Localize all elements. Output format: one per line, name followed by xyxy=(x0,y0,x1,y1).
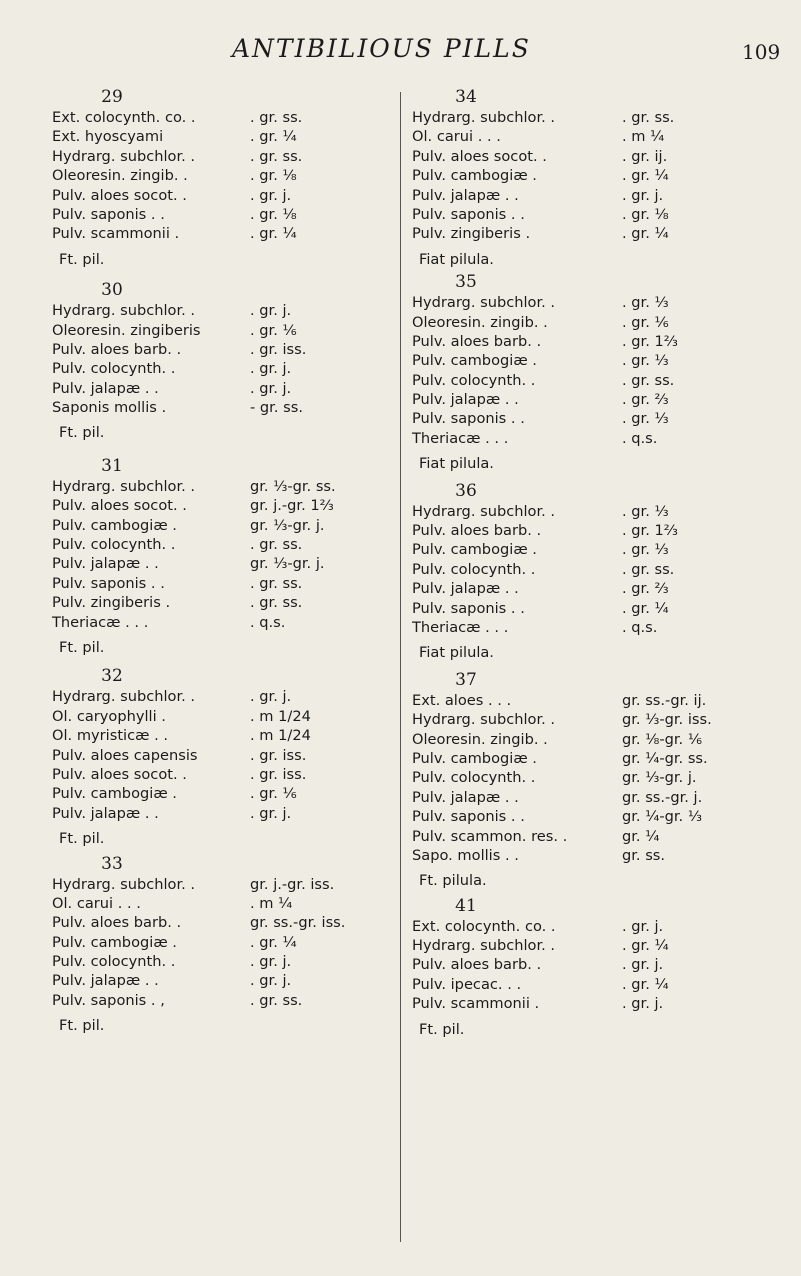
ingredient-dose: . gr. ⅔ xyxy=(622,580,669,598)
ingredient-line xyxy=(52,726,392,745)
ingredient-dose: gr. ¼-gr. ⅓ xyxy=(622,808,702,826)
ingredient-name: Pulv. colocynth. . xyxy=(52,536,176,554)
ingredient-line xyxy=(412,313,782,332)
ingredient-name: Pulv. aloes barb. . xyxy=(52,340,182,358)
ingredient-line xyxy=(412,827,782,846)
ingredient-line xyxy=(52,784,392,803)
ingredient-line xyxy=(52,516,392,535)
page-number: 109 xyxy=(742,40,781,64)
ingredient-name: Hydrarg. subchlor. . xyxy=(52,302,196,320)
ingredient-dose: . gr. ¼ xyxy=(250,225,297,243)
ingredient-name: Pulv. aloes socot. . xyxy=(412,147,547,165)
ingredient-line xyxy=(52,952,392,971)
ingredient-line xyxy=(52,496,392,515)
ingredient-dose: . gr. ¼ xyxy=(622,225,669,243)
ingredient-dose: . gr. ⅛ xyxy=(250,167,297,185)
ingredient-dose: . gr. ⅓ xyxy=(622,294,669,312)
ingredient-line xyxy=(52,971,392,990)
recipe-35 xyxy=(412,271,782,474)
ingredient-dose: . gr. j. xyxy=(250,360,292,378)
ingredient-name: Saponis mollis . xyxy=(52,399,167,417)
ingredient-line xyxy=(52,398,392,417)
ingredient-dose: . gr. ¼ xyxy=(622,167,669,185)
ingredient-line xyxy=(52,554,392,573)
ingredient-line xyxy=(52,613,392,632)
ingredient-name: Pulv. saponis . , xyxy=(52,991,165,1009)
ingredient-line xyxy=(412,127,782,146)
ingredient-dose: gr. ss.-gr. ij. xyxy=(622,691,707,709)
ingredient-line xyxy=(52,166,392,185)
ingredient-line xyxy=(412,599,782,618)
ingredient-dose: gr. ss. xyxy=(622,846,666,864)
ingredient-line xyxy=(412,579,782,598)
ingredient-name: Pulv. saponis . . xyxy=(52,574,165,592)
ingredient-line xyxy=(412,749,782,768)
ingredient-line xyxy=(52,746,392,765)
ingredient-line xyxy=(412,618,782,637)
ingredient-dose: gr. ⅓-gr. j. xyxy=(250,516,325,534)
ingredient-line xyxy=(412,409,782,428)
ingredient-dose: . gr. ss. xyxy=(250,147,303,165)
ingredient-name: Ol. carui . . . xyxy=(412,128,501,146)
ingredient-dose: . m ¼ xyxy=(622,128,665,146)
ingredient-name: Pulv. cambogiæ . xyxy=(52,516,177,534)
ingredient-line xyxy=(412,390,782,409)
ingredient-line xyxy=(412,108,782,127)
ingredient-name: Ol. myristicæ . . xyxy=(52,727,169,745)
ingredient-name: Pulv. cambogiæ . xyxy=(52,933,177,951)
ingredient-line xyxy=(412,691,782,710)
recipe-37 xyxy=(412,669,782,891)
recipe-direction: Ft. pilula. xyxy=(419,872,487,890)
ingredient-dose: - gr. ss. xyxy=(250,399,303,417)
recipe-direction: Ft. pil. xyxy=(59,830,105,848)
running-head: ANTIBILIOUS PILLS xyxy=(232,34,531,63)
recipe-direction: Ft. pil. xyxy=(59,1017,105,1035)
ingredient-name: Pulv. zingiberis . xyxy=(412,225,531,243)
ingredient-line xyxy=(412,768,782,787)
ingredient-dose: . gr. ¼ xyxy=(250,933,297,951)
recipe-direction: Fiat pilula. xyxy=(419,455,494,473)
ingredient-name: Pulv. colocynth. . xyxy=(412,769,536,787)
ingredient-line xyxy=(52,687,392,706)
ingredient-line xyxy=(52,477,392,496)
ingredient-dose: . gr. iss. xyxy=(250,746,307,764)
ingredient-name: Pulv. ipecac. . . xyxy=(412,975,522,993)
ingredient-line xyxy=(52,224,392,243)
ingredient-dose: gr. ⅛-gr. ⅙ xyxy=(622,730,702,748)
ingredient-name: Pulv. jalapæ . . xyxy=(52,379,159,397)
ingredient-dose: . gr. j. xyxy=(622,956,664,974)
recipe-direction: Ft. pil. xyxy=(419,1020,465,1038)
ingredient-line xyxy=(412,205,782,224)
ingredient-dose: . gr. j. xyxy=(250,186,292,204)
ingredient-name: Pulv. zingiberis . xyxy=(52,594,171,612)
ingredient-line xyxy=(52,707,392,726)
ingredient-dose: . gr. ⅓ xyxy=(622,541,669,559)
ingredient-line xyxy=(412,730,782,749)
ingredient-name: Pulv. cambogiæ . xyxy=(412,541,537,559)
ingredient-dose: . gr. ¼ xyxy=(622,937,669,955)
ingredient-dose: . gr. iss. xyxy=(250,765,307,783)
recipe-number: 31 xyxy=(101,455,123,476)
ingredient-name: Pulv. jalapæ . . xyxy=(52,972,159,990)
ingredient-name: Pulv. aloes barb. . xyxy=(412,522,542,540)
ingredient-name: Pulv. saponis . . xyxy=(412,410,525,428)
ingredient-dose: . gr. j. xyxy=(622,995,664,1013)
recipe-number: 34 xyxy=(455,87,477,107)
ingredient-dose: . gr. j. xyxy=(250,688,292,706)
ingredient-name: Pulv. aloes socot. . xyxy=(52,765,187,783)
ingredient-dose: . gr. ¼ xyxy=(250,128,297,146)
recipe-41 xyxy=(412,895,782,1039)
ingredient-name: Pulv. colocynth. . xyxy=(52,953,176,971)
ingredient-dose: . gr. ss. xyxy=(250,991,303,1009)
ingredient-line xyxy=(412,710,782,729)
ingredient-name: Pulv. saponis . . xyxy=(412,599,525,617)
ingredient-name: Oleoresin. zingib. . xyxy=(412,313,548,331)
ingredient-line xyxy=(52,933,392,952)
ingredient-name: Pulv. aloes barb. . xyxy=(52,914,182,932)
ingredient-dose: . gr. ss. xyxy=(622,560,675,578)
ingredient-dose: gr. ss.-gr. iss. xyxy=(250,914,346,932)
ingredient-dose: . gr. ¼ xyxy=(622,975,669,993)
ingredient-dose: . gr. ⅓ xyxy=(622,352,669,370)
ingredient-dose: . gr. j. xyxy=(250,379,292,397)
recipe-number: 41 xyxy=(455,895,477,916)
ingredient-line xyxy=(412,560,782,579)
ingredient-dose: . gr. j. xyxy=(250,804,292,822)
ingredient-line xyxy=(52,321,392,340)
ingredient-name: Theriacæ . . . xyxy=(412,429,509,447)
ingredient-name: Oleoresin. zingiberis xyxy=(52,321,201,339)
ingredient-name: Ol. carui . . . xyxy=(52,894,141,912)
left-column xyxy=(52,86,392,1036)
ingredient-line xyxy=(412,502,782,521)
ingredient-name: Pulv. scammonii . xyxy=(52,225,180,243)
ingredient-name: Hydrarg. subchlor. . xyxy=(52,688,196,706)
recipe-direction: Ft. pil. xyxy=(59,250,105,268)
ingredient-dose: . gr. j. xyxy=(250,953,292,971)
ingredient-line xyxy=(52,593,392,612)
ingredient-line xyxy=(52,340,392,359)
ingredient-line xyxy=(412,521,782,540)
ingredient-line xyxy=(412,846,782,865)
ingredient-name: Pulv. jalapæ . . xyxy=(412,580,519,598)
ingredient-name: Pulv. jalapæ . . xyxy=(52,804,159,822)
ingredient-dose: . m ¼ xyxy=(250,894,293,912)
ingredient-name: Pulv. cambogiæ . xyxy=(412,749,537,767)
ingredient-name: Oleoresin. zingib. . xyxy=(52,167,188,185)
recipe-31 xyxy=(52,455,392,658)
ingredient-dose: gr. ss.-gr. j. xyxy=(622,788,703,806)
ingredient-line xyxy=(52,574,392,593)
ingredient-name: Sapo. mollis . . xyxy=(412,846,519,864)
ingredient-line xyxy=(52,875,392,894)
recipe-direction: Ft. pil. xyxy=(59,638,105,656)
recipe-33 xyxy=(52,853,392,1036)
ingredient-dose: . q.s. xyxy=(250,613,286,631)
ingredient-line xyxy=(412,351,782,370)
ingredient-name: Theriacæ . . . xyxy=(412,618,509,636)
right-column xyxy=(412,86,782,1039)
ingredient-line xyxy=(52,186,392,205)
ingredient-name: Hydrarg. subchlor. . xyxy=(412,294,556,312)
ingredient-line xyxy=(52,379,392,398)
ingredient-name: Pulv. saponis . . xyxy=(412,808,525,826)
ingredient-name: Hydrarg. subchlor. . xyxy=(412,109,556,126)
ingredient-dose: . gr. ss. xyxy=(622,371,675,389)
ingredient-dose: . q.s. xyxy=(622,429,658,447)
ingredient-line xyxy=(412,429,782,448)
ingredient-line xyxy=(52,913,392,932)
ingredient-line xyxy=(412,186,782,205)
ingredient-dose: . m 1/24 xyxy=(250,727,311,745)
ingredient-name: Hydrarg. subchlor. . xyxy=(412,711,556,729)
ingredient-dose: . gr. ⅔ xyxy=(622,391,669,409)
ingredient-name: Pulv. aloes barb. . xyxy=(412,956,542,974)
ingredient-dose: gr. j.-gr. iss. xyxy=(250,875,335,893)
recipe-number: 33 xyxy=(101,853,123,874)
ingredient-name: Pulv. scammonii . xyxy=(412,995,540,1013)
recipe-number: 35 xyxy=(455,272,477,293)
recipe-30 xyxy=(52,279,392,443)
ingredient-name: Pulv. cambogiæ . xyxy=(52,785,177,803)
ingredient-dose: . gr. ⅛ xyxy=(250,205,297,223)
ingredient-name: Oleoresin. zingib. . xyxy=(412,730,548,748)
ingredient-name: Pulv. saponis . . xyxy=(412,205,525,223)
ingredient-dose: . gr. ¼ xyxy=(622,599,669,617)
ingredient-dose: . gr. ⅙ xyxy=(250,321,297,339)
ingredient-dose: . gr. j. xyxy=(622,186,664,204)
ingredient-line xyxy=(412,224,782,243)
ingredient-dose: gr. ⅓-gr. j. xyxy=(622,769,697,787)
ingredient-dose: gr. ¼ xyxy=(622,827,660,845)
ingredient-line xyxy=(412,917,782,936)
ingredient-name: Ext. aloes . . . xyxy=(412,691,512,709)
ingredient-name: Ext. colocynth. co. . xyxy=(412,917,556,935)
ingredient-dose: . q.s. xyxy=(622,618,658,636)
ingredient-line xyxy=(52,359,392,378)
column-divider xyxy=(400,92,401,1242)
ingredient-line xyxy=(412,994,782,1013)
ingredient-line xyxy=(412,332,782,351)
ingredient-dose: . gr. 1⅔ xyxy=(622,522,678,540)
ingredient-dose: . gr. ss. xyxy=(250,109,303,126)
ingredient-dose: . gr. ss. xyxy=(250,574,303,592)
ingredient-name: Pulv. jalapæ . . xyxy=(412,186,519,204)
recipe-direction: Fiat pilula. xyxy=(419,644,494,662)
ingredient-name: Pulv. jalapæ . . xyxy=(412,391,519,409)
ingredient-name: Pulv. aloes socot. . xyxy=(52,186,187,204)
ingredient-name: Theriacæ . . . xyxy=(52,613,149,631)
ingredient-dose: . gr. ij. xyxy=(622,147,668,165)
ingredient-name: Pulv. colocynth. . xyxy=(412,371,536,389)
recipe-direction: Fiat pilula. xyxy=(419,250,494,268)
ingredient-dose: . gr. ss. xyxy=(250,594,303,612)
ingredient-line xyxy=(52,147,392,166)
ingredient-line xyxy=(52,804,392,823)
recipe-direction: Ft. pil. xyxy=(59,424,105,442)
ingredient-name: Pulv. jalapæ . . xyxy=(412,788,519,806)
ingredient-line xyxy=(412,975,782,994)
ingredient-name: Hydrarg. subchlor. . xyxy=(412,502,556,520)
ingredient-dose: . gr. iss. xyxy=(250,340,307,358)
ingredient-line xyxy=(52,894,392,913)
recipe-number: 29 xyxy=(101,87,123,107)
recipe-32 xyxy=(52,665,392,848)
ingredient-line xyxy=(52,535,392,554)
recipe-34 xyxy=(412,86,782,269)
ingredient-dose: . gr. ⅓ xyxy=(622,410,669,428)
ingredient-line xyxy=(52,127,392,146)
ingredient-dose: . gr. j. xyxy=(250,302,292,320)
recipe-number: 37 xyxy=(455,669,477,690)
ingredient-name: Ext. colocynth. co. . xyxy=(52,109,196,126)
ingredient-line xyxy=(412,147,782,166)
ingredient-dose: . gr. ⅓ xyxy=(622,502,669,520)
recipe-number: 36 xyxy=(455,480,477,501)
ingredient-line xyxy=(412,807,782,826)
ingredient-line xyxy=(52,991,392,1010)
ingredient-dose: . gr. j. xyxy=(250,972,292,990)
ingredient-name: Pulv. cambogiæ . xyxy=(412,167,537,185)
ingredient-line xyxy=(52,108,392,127)
ingredient-dose: gr. ⅓-gr. ss. xyxy=(250,477,336,495)
recipe-29 xyxy=(52,86,392,269)
ingredient-line xyxy=(52,301,392,320)
ingredient-line xyxy=(52,205,392,224)
recipe-number: 30 xyxy=(101,280,123,301)
ingredient-dose: . gr. ⅙ xyxy=(622,313,669,331)
ingredient-name: Ol. caryophylli . xyxy=(52,707,166,725)
ingredient-name: Pulv. jalapæ . . xyxy=(52,555,159,573)
ingredient-dose: gr. ⅓-gr. iss. xyxy=(622,711,712,729)
ingredient-line xyxy=(412,936,782,955)
ingredient-name: Pulv. cambogiæ . xyxy=(412,352,537,370)
ingredient-line xyxy=(412,166,782,185)
ingredient-dose: . m 1/24 xyxy=(250,707,311,725)
ingredient-name: Hydrarg. subchlor. . xyxy=(52,147,196,165)
ingredient-name: Hydrarg. subchlor. . xyxy=(52,477,196,495)
ingredient-name: Hydrarg. subchlor. . xyxy=(52,875,196,893)
ingredient-dose: gr. ¼-gr. ss. xyxy=(622,749,708,767)
ingredient-dose: . gr. 1⅔ xyxy=(622,332,678,350)
ingredient-line xyxy=(412,955,782,974)
ingredient-name: Ext. hyoscyami xyxy=(52,128,164,146)
ingredient-name: Pulv. saponis . . xyxy=(52,205,165,223)
ingredient-line xyxy=(412,540,782,559)
ingredient-name: Pulv. aloes capensis xyxy=(52,746,198,764)
ingredient-dose: . gr. ss. xyxy=(622,109,675,126)
ingredient-name: Pulv. scammon. res. . xyxy=(412,827,568,845)
ingredient-name: Pulv. colocynth. . xyxy=(52,360,176,378)
ingredient-name: Pulv. aloes socot. . xyxy=(52,497,187,515)
ingredient-dose: . gr. ss. xyxy=(250,536,303,554)
ingredient-line xyxy=(412,371,782,390)
ingredient-dose: gr. j.-gr. 1⅔ xyxy=(250,497,334,515)
ingredient-name: Pulv. colocynth. . xyxy=(412,560,536,578)
ingredient-dose: . gr. ⅙ xyxy=(250,785,297,803)
recipe-number: 32 xyxy=(101,666,123,687)
ingredient-line xyxy=(52,765,392,784)
ingredient-dose: . gr. ⅛ xyxy=(622,205,669,223)
ingredient-line xyxy=(412,788,782,807)
recipe-36 xyxy=(412,480,782,663)
ingredient-line xyxy=(412,293,782,312)
ingredient-dose: . gr. j. xyxy=(622,917,664,935)
ingredient-name: Hydrarg. subchlor. . xyxy=(412,937,556,955)
ingredient-dose: gr. ⅓-gr. j. xyxy=(250,555,325,573)
ingredient-name: Pulv. aloes barb. . xyxy=(412,332,542,350)
